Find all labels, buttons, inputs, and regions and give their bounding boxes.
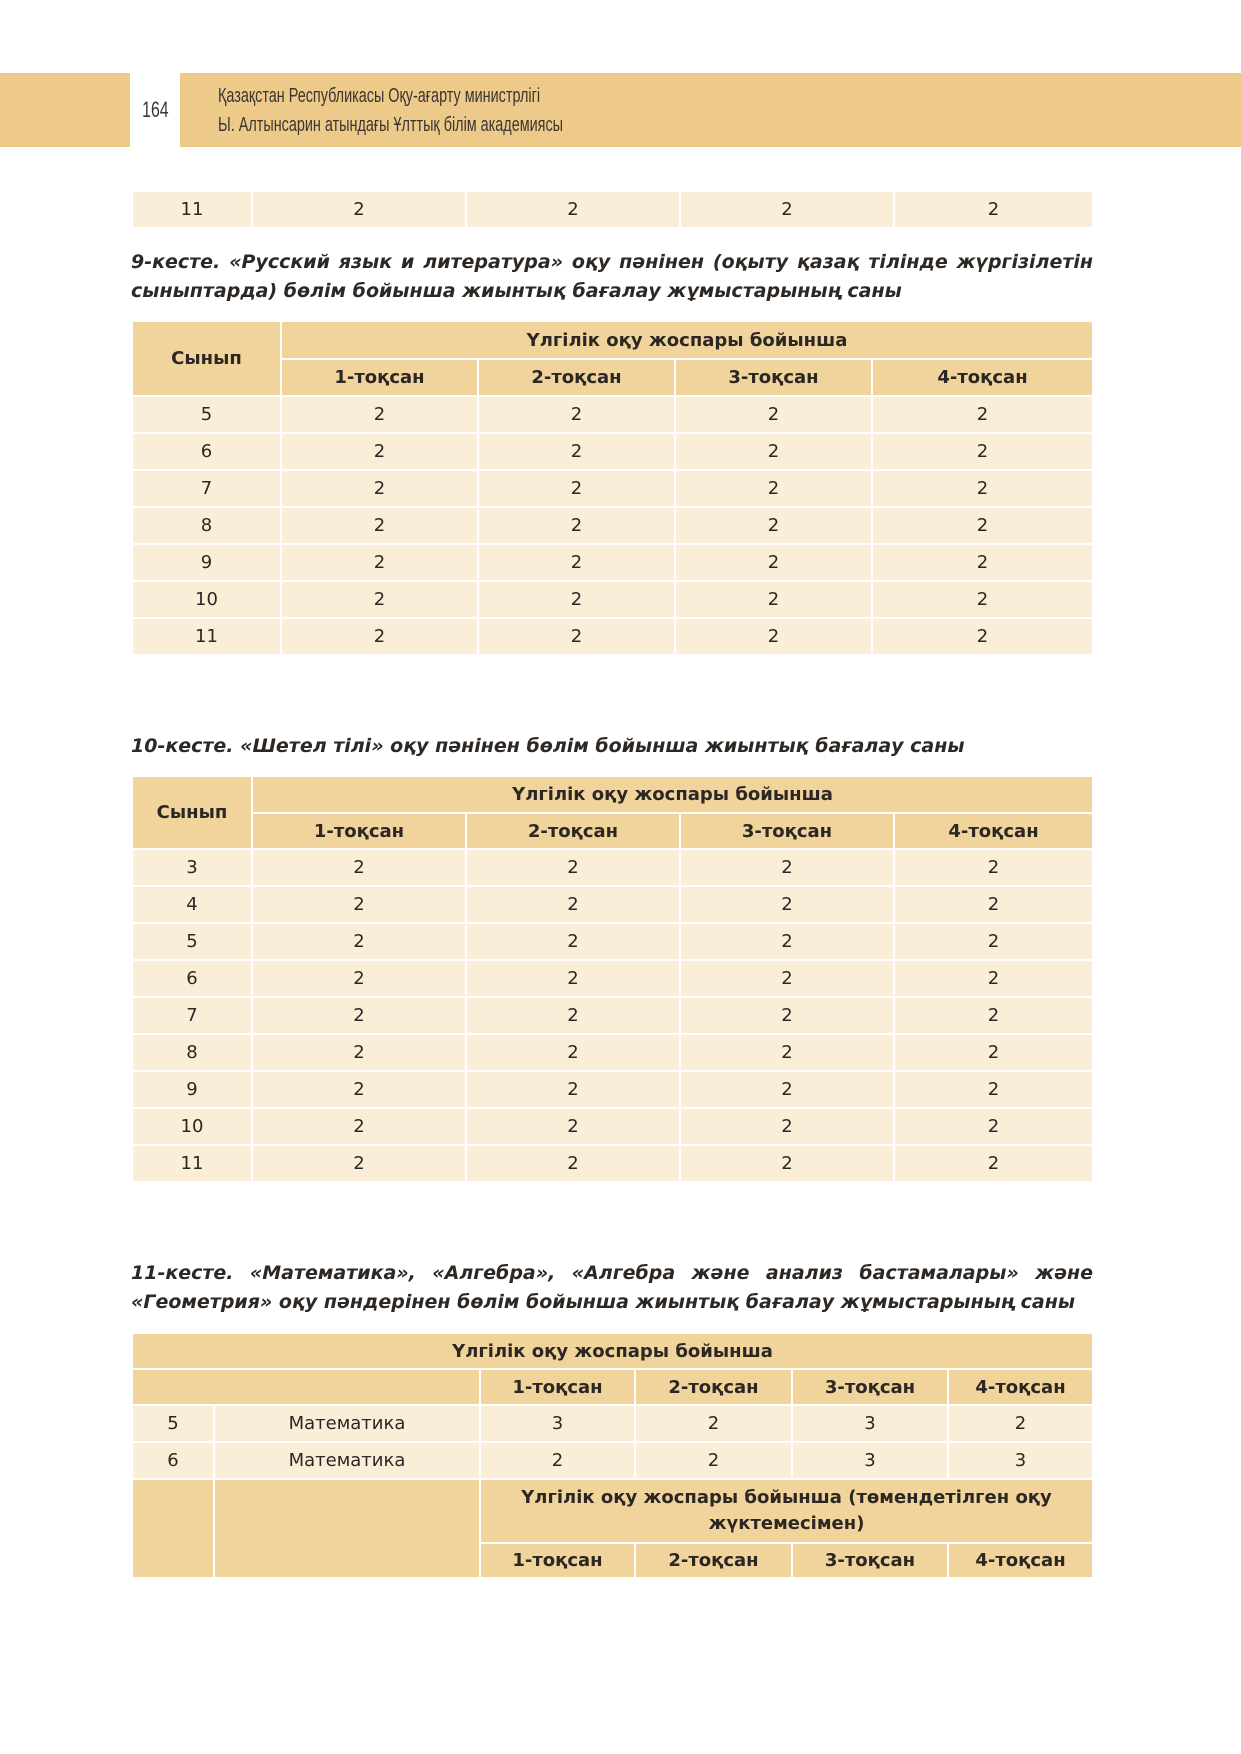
cell-value: 2 [675, 470, 872, 507]
table-row [132, 886, 1093, 923]
empty-header-cell [132, 1479, 214, 1578]
reduced-load-header: Үлгілік оқу жоспары бойынша (төмендетілген оқу жүктемесімен) [480, 1479, 1093, 1543]
cell-class: 11 [132, 1145, 252, 1182]
cell-value: 2 [872, 433, 1093, 470]
page-number: 164 [141, 97, 169, 122]
cell-value: 2 [252, 1034, 466, 1071]
cell-value: 2 [894, 1071, 1093, 1108]
cell-value: 2 [478, 470, 675, 507]
quarter-header: 1-тоқсан [281, 359, 478, 396]
cell-value: 2 [894, 997, 1093, 1034]
quarter-header: 2-тоқсан [635, 1543, 792, 1578]
cell-class: 10 [132, 1108, 252, 1145]
cell-value: 2 [675, 433, 872, 470]
cell-value: 2 [252, 1145, 466, 1182]
table-row [132, 433, 1093, 470]
cell-value: 2 [466, 849, 680, 886]
cell-value: 2 [894, 1145, 1093, 1182]
quarter-header: 1-тоқсан [480, 1369, 635, 1405]
table-row [132, 507, 1093, 544]
cell-value: 3 [480, 1405, 635, 1442]
cell-value: 2 [466, 191, 680, 228]
header-academy: Ы. Алтынсарин атындағы Ұлттық білім академиясы [218, 114, 564, 136]
cell-value: 2 [675, 618, 872, 655]
quarter-header: 1-тоқсан [252, 813, 466, 849]
cell-class: 7 [132, 470, 281, 507]
cell-class: 5 [132, 923, 252, 960]
cell-value: 2 [680, 886, 894, 923]
table9-caption: 9-кесте. «Русский язык и литература» оқу пәнінен (оқыту қазақ тілінде жүргізілетін сыныптарда) бөлім бойынша жиынтық бағалау жұмыстарының саны [131, 251, 1093, 302]
quarter-header: 4-тоқсан [948, 1543, 1093, 1578]
cell-value: 2 [480, 1442, 635, 1479]
quarter-header: 2-тоқсан [466, 813, 680, 849]
header-band [0, 73, 1241, 147]
cell-value: 2 [635, 1405, 792, 1442]
cell-value: 2 [872, 544, 1093, 581]
cell-value: 2 [948, 1405, 1093, 1442]
cell-class: 11 [132, 191, 252, 228]
quarter-header: 4-тоқсан [872, 359, 1093, 396]
cell-value: 3 [792, 1405, 948, 1442]
cell-value: 2 [466, 960, 680, 997]
group-header: Үлгілік оқу жоспары бойынша [132, 1333, 1093, 1369]
table-row [132, 191, 1093, 228]
cell-value: 2 [675, 507, 872, 544]
page-number-box [130, 73, 180, 147]
table-row [132, 960, 1093, 997]
table-row [132, 923, 1093, 960]
cell-value: 2 [894, 886, 1093, 923]
cell-value: 2 [894, 849, 1093, 886]
cell-subject: Математика [214, 1442, 480, 1479]
empty-header-cell [132, 1369, 480, 1405]
cell-value: 2 [252, 1108, 466, 1145]
table-row [132, 1145, 1093, 1182]
cell-value: 2 [281, 470, 478, 507]
cell-class: 4 [132, 886, 252, 923]
cell-value: 2 [894, 960, 1093, 997]
cell-value: 2 [252, 886, 466, 923]
cell-value: 2 [894, 1034, 1093, 1071]
table-row [132, 1108, 1093, 1145]
cell-value: 2 [872, 470, 1093, 507]
table-row [132, 470, 1093, 507]
cell-value: 2 [252, 923, 466, 960]
cell-value: 3 [792, 1442, 948, 1479]
table-row [132, 1442, 1093, 1479]
quarter-header: 4-тоқсан [894, 813, 1093, 849]
cell-value: 2 [252, 1071, 466, 1108]
cell-value: 2 [466, 1071, 680, 1108]
header-ministry: Қазақстан Республикасы Оқу-ағарту министрлігі [218, 85, 541, 107]
table-row [132, 849, 1093, 886]
cell-value: 2 [894, 923, 1093, 960]
cell-class: 9 [132, 544, 281, 581]
cell-value: 2 [478, 544, 675, 581]
cell-value: 2 [281, 618, 478, 655]
table10 [131, 775, 1094, 1183]
cell-class: 6 [132, 433, 281, 470]
cell-value: 2 [252, 191, 466, 228]
cell-class: 11 [132, 618, 281, 655]
table-header-row [132, 776, 1093, 813]
quarter-header: 3-тоқсан [792, 1369, 948, 1405]
cell-value: 2 [281, 433, 478, 470]
cell-value: 2 [478, 433, 675, 470]
cell-value: 2 [478, 507, 675, 544]
cell-value: 2 [680, 1108, 894, 1145]
cell-value: 2 [281, 507, 478, 544]
table8-tail [131, 190, 1094, 229]
table-row [132, 396, 1093, 433]
cell-value: 2 [675, 581, 872, 618]
table11 [131, 1332, 1094, 1579]
cell-value: 2 [281, 396, 478, 433]
col-class-header: Сынып [132, 776, 252, 849]
cell-class: 8 [132, 1034, 252, 1071]
running-header [218, 82, 563, 140]
col-class-header: Сынып [132, 321, 281, 396]
cell-value: 2 [680, 191, 894, 228]
cell-subject: Математика [214, 1405, 480, 1442]
cell-value: 2 [680, 849, 894, 886]
table10-caption: 10-кесте. «Шетел тілі» оқу пәнінен бөлім бойынша жиынтық бағалау саны [131, 735, 965, 757]
cell-value: 2 [680, 1034, 894, 1071]
table-header-row [132, 321, 1093, 359]
cell-class: 3 [132, 849, 252, 886]
cell-value: 2 [466, 1145, 680, 1182]
table-row [132, 544, 1093, 581]
table-row [132, 1034, 1093, 1071]
cell-class: 6 [132, 1442, 214, 1479]
group-header: Үлгілік оқу жоспары бойынша [252, 776, 1093, 813]
cell-value: 2 [675, 396, 872, 433]
cell-value: 2 [680, 960, 894, 997]
cell-value: 2 [872, 618, 1093, 655]
table-row [132, 1405, 1093, 1442]
table-row [132, 618, 1093, 655]
cell-class: 7 [132, 997, 252, 1034]
cell-value: 2 [466, 923, 680, 960]
cell-value: 2 [478, 618, 675, 655]
group-header: Үлгілік оқу жоспары бойынша [281, 321, 1093, 359]
quarter-header: 4-тоқсан [948, 1369, 1093, 1405]
table-row [132, 581, 1093, 618]
quarter-header: 3-тоқсан [675, 359, 872, 396]
empty-header-cell [214, 1479, 480, 1578]
table9 [131, 320, 1094, 656]
table-header-row [132, 1479, 1093, 1543]
cell-value: 2 [281, 581, 478, 618]
cell-value: 2 [680, 923, 894, 960]
cell-value: 2 [680, 997, 894, 1034]
cell-value: 2 [478, 581, 675, 618]
quarter-header: 2-тоқсан [478, 359, 675, 396]
quarter-header: 3-тоқсан [680, 813, 894, 849]
cell-value: 2 [872, 581, 1093, 618]
cell-class: 5 [132, 1405, 214, 1442]
quarter-header: 3-тоқсан [792, 1543, 948, 1578]
cell-value: 2 [252, 997, 466, 1034]
cell-value: 2 [478, 396, 675, 433]
cell-class: 8 [132, 507, 281, 544]
table-header-row [132, 1369, 1093, 1405]
cell-class: 6 [132, 960, 252, 997]
cell-value: 2 [466, 1108, 680, 1145]
cell-value: 2 [466, 997, 680, 1034]
cell-value: 2 [466, 886, 680, 923]
cell-value: 2 [466, 1034, 680, 1071]
table11-caption: 11-кесте. «Математика», «Алгебра», «Алгебра және анализ бастамалары» және «Геометрия» оқу пәндерінен бөлім бойынша жиынтық бағалау жұмыстарының саны [131, 1262, 1093, 1313]
table-header-row [132, 1333, 1093, 1369]
table-header-row [132, 813, 1093, 849]
cell-value: 2 [252, 960, 466, 997]
cell-class: 10 [132, 581, 281, 618]
table-row [132, 997, 1093, 1034]
cell-value: 2 [894, 1108, 1093, 1145]
cell-value: 2 [680, 1071, 894, 1108]
cell-value: 2 [872, 507, 1093, 544]
cell-value: 2 [635, 1442, 792, 1479]
cell-value: 2 [281, 544, 478, 581]
cell-value: 2 [680, 1145, 894, 1182]
cell-value: 3 [948, 1442, 1093, 1479]
cell-value: 2 [872, 396, 1093, 433]
cell-class: 9 [132, 1071, 252, 1108]
cell-class: 5 [132, 396, 281, 433]
table-row [132, 1071, 1093, 1108]
cell-value: 2 [675, 544, 872, 581]
cell-value: 2 [894, 191, 1093, 228]
cell-value: 2 [252, 849, 466, 886]
quarter-header: 1-тоқсан [480, 1543, 635, 1578]
quarter-header: 2-тоқсан [635, 1369, 792, 1405]
